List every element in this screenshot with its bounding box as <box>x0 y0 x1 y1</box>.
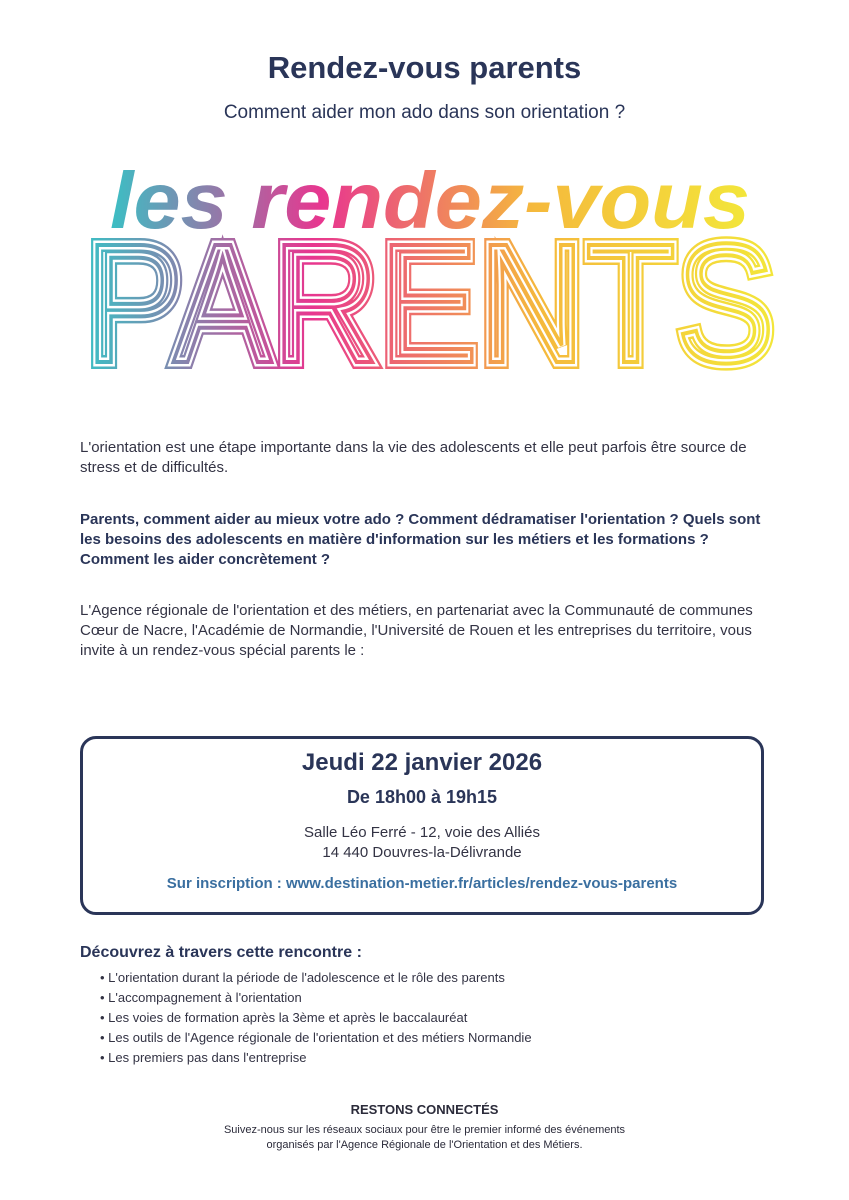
address-line-1: Salle Léo Ferré - 12, voie des Alliés <box>304 824 540 841</box>
list-item: • L'orientation durant la période de l'adolescence et le rôle des parents <box>100 968 532 988</box>
footer-line-2: organisés par l'Agence Régionale de l'Orientation et des Métiers. <box>266 1139 583 1151</box>
list-item: • L'accompagnement à l'orientation <box>100 988 532 1008</box>
page-subtitle: Comment aider mon ado dans son orientation ? <box>223 102 626 123</box>
page-title: Rendez-vous parents <box>267 50 582 85</box>
discover-title: Découvrez à travers cette rencontre : <box>80 944 362 961</box>
list-item: • Les premiers pas dans l'entreprise <box>100 1048 532 1068</box>
event-address <box>83 823 761 863</box>
rendez-vous-parents-logo <box>80 150 780 380</box>
address-line-2: 14 440 Douvres-la-Délivrande <box>322 844 522 861</box>
logo-script-text: les rendez-vous <box>110 156 750 245</box>
logo-outline-text-core: PARENTS <box>85 209 775 380</box>
registration-link[interactable]: Sur inscription : www.destination-metier.fr/articles/rendez-vous-parents <box>166 875 678 892</box>
invitation-paragraph: L'Agence régionale de l'orientation et des métiers, en partenariat avec la Communauté de communes Cœur de Nacre, l'Académie de Normandie, l'Université de Rouen et les entreprises du territoire, vous invite à un rendez-vous spécial parents le : <box>80 602 753 659</box>
list-item: • Les outils de l'Agence régionale de l'orientation et des métiers Normandie <box>100 1028 532 1048</box>
footer <box>0 1102 849 1153</box>
questions-paragraph: Parents, comment aider au mieux votre ado ? Comment dédramatiser l'orientation ? Quels sont les besoins des adolescents en matière d'information sur les métiers et les formations ? Comment les aider concrètement ? <box>80 511 761 568</box>
event-date: Jeudi 22 janvier 2026 <box>301 749 543 776</box>
footer-title: RESTONS CONNECTÉS <box>350 1102 499 1117</box>
event-time: De 18h00 à 19h15 <box>346 787 498 807</box>
discover-list <box>100 968 532 1068</box>
logo-outline-text: PARENTS <box>85 209 775 380</box>
event-details-box <box>80 736 764 915</box>
footer-line-1: Suivez-nous sur les réseaux sociaux pour être le premier informé des événements <box>223 1124 626 1136</box>
intro-paragraph: L'orientation est une étape importante dans la vie des adolescents et elle peut parfois être source de stress et de difficultés. <box>80 439 747 476</box>
list-item: • Les voies de formation après la 3ème et après le baccalauréat <box>100 1008 532 1028</box>
logo-outline-text-inner: PARENTS <box>85 209 775 380</box>
